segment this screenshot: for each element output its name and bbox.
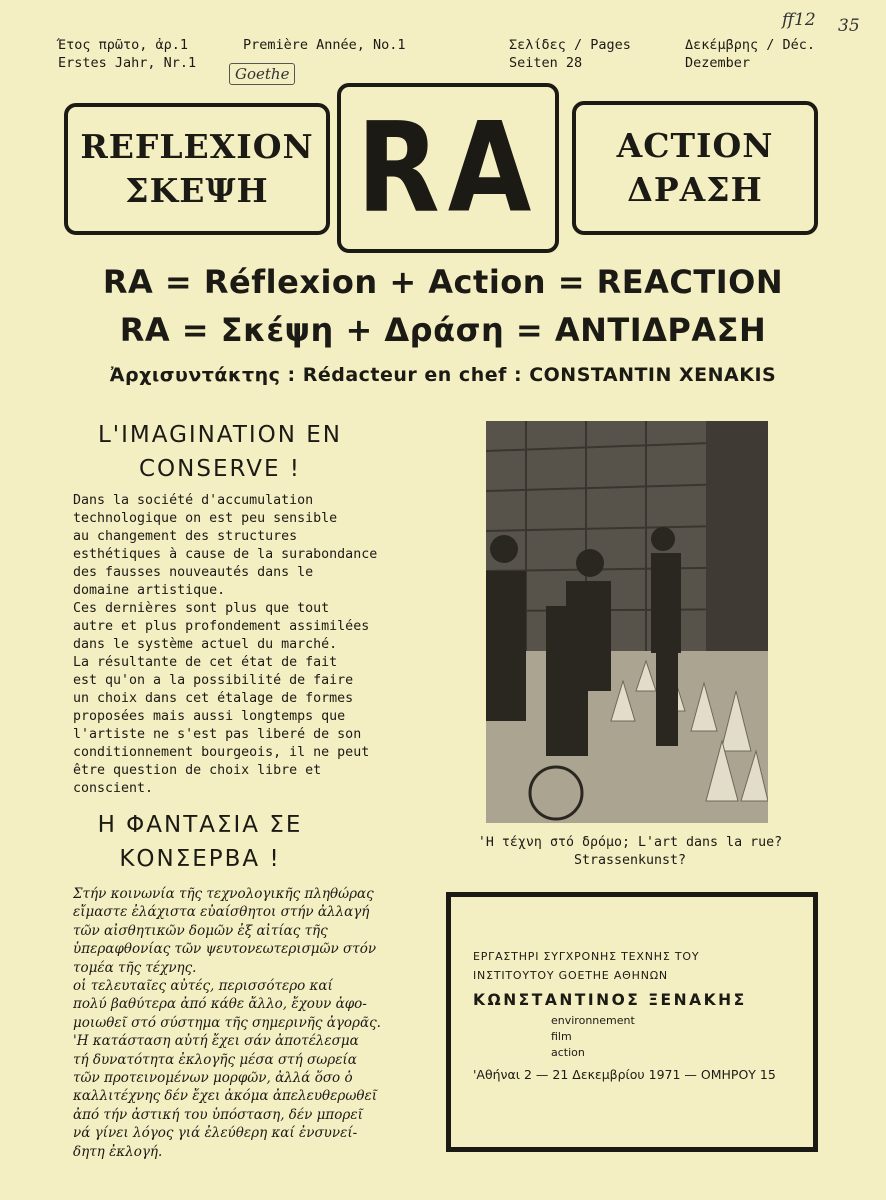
reflexion-title: REFLEXION bbox=[80, 127, 314, 166]
ad-name: ΚΩΝΣΤΑΝΤΙΝΟΣ ΞΕΝΑΚΗΣ bbox=[473, 991, 747, 1009]
equation-greek: RA = Σκέψη + Δράση = ΑΝΤΙΔΡΑΣΗ bbox=[119, 311, 767, 349]
photo-caption bbox=[440, 834, 820, 870]
article-fr-title-line1: L'IMAGINATION EN bbox=[97, 422, 343, 448]
month-info bbox=[685, 36, 815, 72]
article-fr-body: Dans la société d'accumulation technologique on est peu sensible au changement des structures esthétiques à cause de la surabondance des fausses nouveautés dans le domaine artistique. Ces dernières sont plus que tout autre et plus profondement assimilées dans le système actuel du marché. La résultante de cet état de fait est qu'on a la possibilité de faire un choix dans cet étalage de formes proposées mais aussi longtemps que l'artiste ne s'est pas liberé de son conditionnement bourgeois, il ne peut être question de choix libre et conscient. bbox=[73, 493, 378, 796]
ra-title: RA bbox=[356, 96, 540, 240]
reflexion-box bbox=[64, 103, 330, 235]
skepsi-title: ΣΚΕΨΗ bbox=[125, 171, 269, 210]
corner-number: 35 bbox=[838, 16, 860, 36]
ad-item-action: action bbox=[551, 1046, 585, 1059]
article-fr-title-line2: CONSERVE ! bbox=[138, 456, 302, 482]
article-gr-body: Στήν κοινωνία τῆς τεχνολογικῆς πληθώρας εἴμαστε ἐλάχιστα εὐαίσθητοι στήν ἀλλαγή τῶν αἰσθητικῶν δομῶν ἐξ αἰτίας τῆς ὑπεραφθονίας τῶν ψευτονεωτερισμῶν στόν τομέα τῆς τέχνης. οἱ τελευταῖες αὐτές, περισσότερο καί πολύ βαθύτερα ἀπό κάθε ἄλλο, ἔχουν ἀφο- μοιωθεῖ στό σύστημα τῆς σημερινῆς ἀγορᾶς. 'Η κατάσταση αὐτή ἔχει σάν ἀποτέλεσμα τή δυνατότητα ἐκλογῆς μέσα στή σωρεία τῶν προτεινομένων μορφῶν, ἀλλά ὅσο ὁ καλλιτέχνης δέν ἔχει ἀκόμα ἀπελευθερωθεῖ ἀπό τήν ἀστική του ὑπόσταση, δέν μπορεῖ νά γίνει λόγος γιά ἐλεύθερη καί ἐνσυνεί- δητη ἐκλογή. bbox=[73, 886, 381, 1160]
drasi-title: ΔΡΑΣΗ bbox=[627, 170, 763, 209]
ad-line1: ΕΡΓΑΣΤΗΡΙ ΣΥΓΧΡΟΝΗΣ ΤΕΧΝΗΣ ΤΟΥ bbox=[473, 950, 700, 963]
street-art-photo bbox=[486, 421, 768, 823]
equation-french: RA = Réflexion + Action = REACTION bbox=[102, 263, 784, 301]
ra-box bbox=[337, 83, 559, 253]
pages-german: Seiten 28 bbox=[509, 55, 583, 71]
ad-line2: ΙΝΣΤΙΤΟΥΤΟΥ GOETHE ΑΘΗΝΩΝ bbox=[473, 969, 668, 982]
photo-illustration bbox=[486, 421, 768, 823]
article-gr-title-line2: ΚΟΝΣΕΡΒΑ ! bbox=[119, 846, 281, 872]
ad-item-film: film bbox=[551, 1030, 572, 1043]
ad-item-environnement: environnement bbox=[551, 1014, 635, 1027]
article-fr-title bbox=[50, 418, 390, 486]
photo-caption-line2: Strassenkunst? bbox=[573, 853, 687, 868]
pages-info bbox=[509, 36, 631, 72]
ad-dates: 'Αθήναι 2 — 21 Δεκεμβρίου 1971 — ΟΜΗΡΟΥ 15 bbox=[473, 1067, 776, 1082]
pages-label: Σελίδες / Pages bbox=[509, 37, 631, 53]
corner-note: ff12 bbox=[782, 10, 816, 30]
action-title: ACTION bbox=[616, 126, 774, 165]
ad-content bbox=[473, 947, 776, 1082]
article-gr-title-line1: Η ΦΑΝΤΑΣΙΑ ΣΕ bbox=[97, 812, 303, 838]
issue-french: Première Année, No.1 bbox=[243, 37, 406, 53]
exhibition-ad bbox=[446, 892, 818, 1152]
month-label: Δεκέμβρης / Déc. bbox=[685, 37, 816, 53]
issue-info-left bbox=[58, 36, 196, 72]
article-gr-title bbox=[50, 808, 350, 876]
issue-greek: Έτος πρῶτο, ἀρ.1 bbox=[58, 37, 189, 53]
ad-items bbox=[551, 1013, 776, 1061]
month-german: Dezember bbox=[685, 55, 751, 71]
goethe-stamp: Goethe bbox=[229, 63, 295, 85]
action-box bbox=[572, 101, 818, 235]
editor-line: Ἀρχισυντάκτης : Rédacteur en chef : CONSTANTIN XENAKIS bbox=[109, 364, 777, 386]
issue-german: Erstes Jahr, Nr.1 bbox=[58, 55, 197, 71]
photo-caption-line1: 'Η τέχνη στό δρόμο; L'art dans la rue? bbox=[477, 835, 783, 850]
